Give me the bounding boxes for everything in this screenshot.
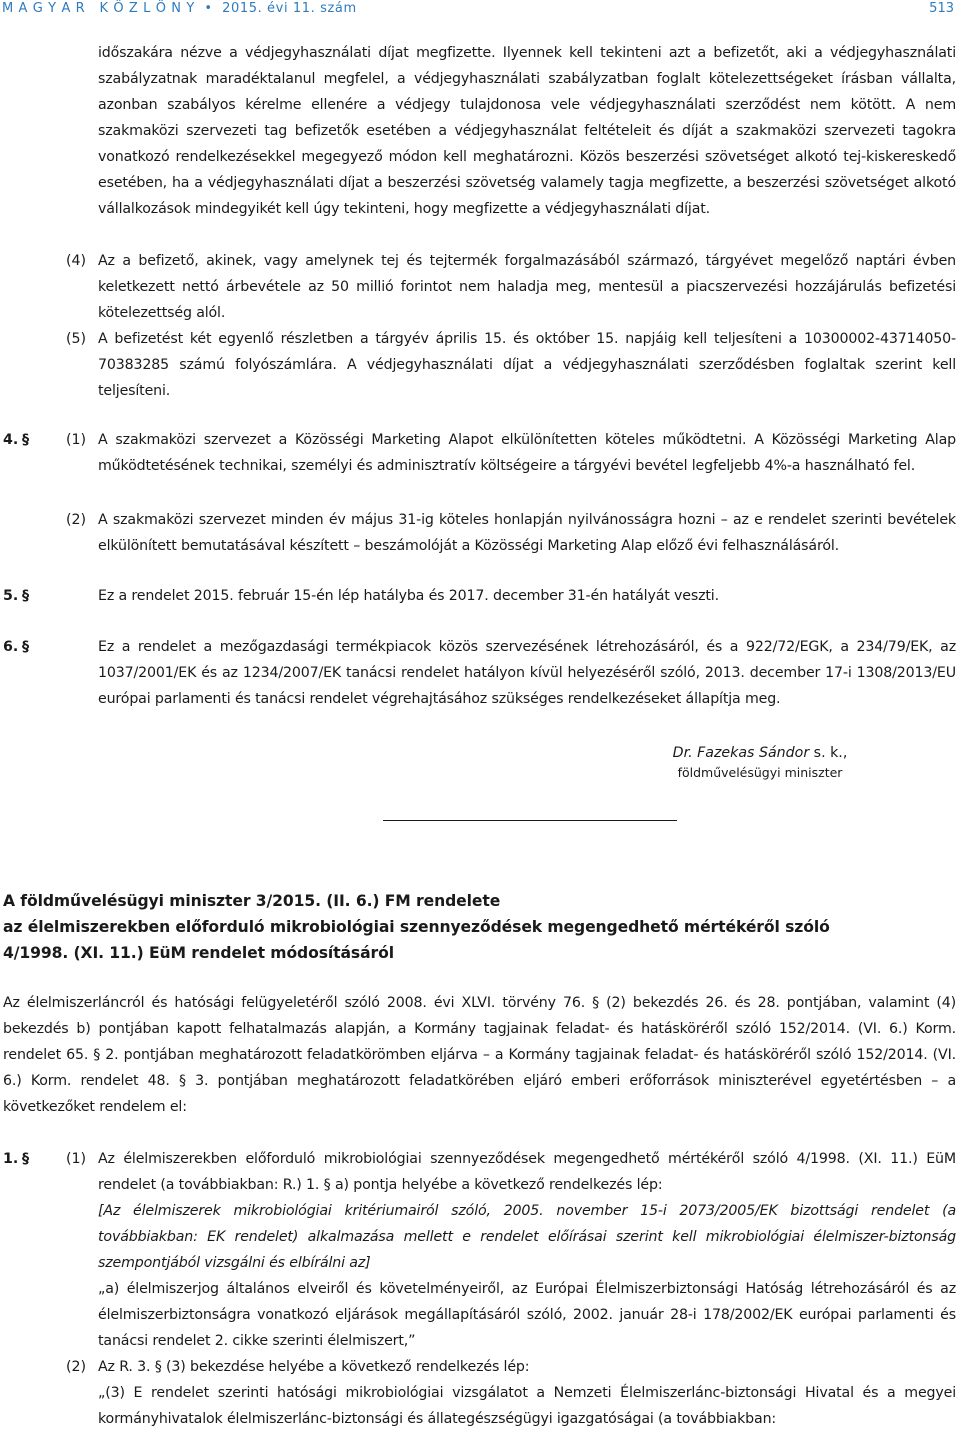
section3-paragraph: időszakára nézve a védjegyhasználati díjat megfizette. Ilyennek kell tekinteni azt a befizetőt, aki a védjegyhasználati szabályzatnak maradéktalanul megfelel, a védjegyhasználati szabályzatban foglalt kötelezettségeket írásban vállalta, azonban szabályos kérelme ellenére a védjegy tulajdonosa vele védjegyhasználati szerződést nem kötött. A nem szakmaközi szervezeti tag befizetők esetében a védjegyhasználat feltételeit és díját a szakmaközi szervezeti tagokra vonatkozó rendelkezésekkel megegyező módon kell meghatározni. Közös beszerzési szövetséget alkotó tej-kiskereskedő esetében, ha a védjegyhasználati díjat a beszerzési szövetség valamely tagja megfizette, a beszerzési szövetséget alkotó vállalkozások mindegyikét kell úgy tekinteni, hogy megfizette a védjegyhasználati díjat. bbox=[98, 45, 956, 217]
section5-sign: § bbox=[22, 588, 30, 604]
decree-preamble-text: Az élelmiszerláncról és hatósági felügyeletéről szóló 2008. évi XLVI. törvény 76. § (2) bekezdés 26. és 28. pontjában, valamint (4) bekezdés b) pontjában kapott felhatalmazás alapján, a Kormány tagjainak feladat- és hatásköréről szóló 152/2014. (VI. 6.) Korm. rendelet 65. § 2. pontjában meghatározott feladatkörömben eljárva – a Kormány tagjainak feladat- és hatásköréről szóló 152/2014. (VI. 6.) Korm. rendelet 48. § 3. pontjában meghatározott feladatkörében eljáró emberi erőforrások miniszterével egyetértésben – a következőket rendelem el: bbox=[3, 995, 956, 1115]
decree-preamble bbox=[3, 990, 956, 1120]
decree-title bbox=[3, 888, 903, 966]
decree-s1-p1-text: Az élelmiszerekben előforduló mikrobiológiai szennyeződések megengedhető mértékéről szóló 4/1998. (XI. 11.) EüM rendelet (a továbbiakban: R.) 1. § a) pontja helyébe a következő rendelkezés lép: bbox=[98, 1151, 956, 1193]
section4-p1 bbox=[98, 427, 956, 479]
decree-title-line3: 4/1998. (XI. 11.) EüM rendelet módosításáról bbox=[3, 944, 394, 962]
section3-p4 bbox=[98, 248, 956, 326]
section3-p4-number: (4) bbox=[66, 253, 87, 269]
decree-s1-p2-text: Az R. 3. § (3) bekezdése helyébe a következő rendelkezés lép: bbox=[98, 1359, 530, 1375]
section3-p5-number: (5) bbox=[66, 331, 87, 347]
section4-p1-number: (1) bbox=[66, 432, 87, 448]
decree-s1-p2-number: (2) bbox=[66, 1359, 87, 1375]
decree-title-line1: A földművelésügyi miniszter 3/2015. (II. 6.) FM rendelete bbox=[3, 892, 501, 910]
section6-text: Ez a rendelet a mezőgazdasági termékpiacok közös szervezésének létrehozásáról, és a 922/72/EGK, a 234/79/EK, az 1037/2001/EK és az 1234/2007/EK tanácsi rendelet hatályon kívül helyezéséről szóló, 2013. december 17-i 1308/2013/EU európai parlamenti és tanácsi rendelet végrehajtásához szükséges rendelkezéseket állapítja meg. bbox=[98, 639, 956, 707]
section5-number: 5. bbox=[3, 588, 19, 604]
signatory-name: Dr. Fazekas Sándor bbox=[672, 745, 810, 761]
section4-sign: § bbox=[22, 432, 30, 448]
signatory-role: földművelésügyi miniszter bbox=[677, 765, 843, 780]
section4-number: 4. bbox=[3, 432, 19, 448]
decree-s1-p2 bbox=[98, 1354, 956, 1432]
decree-s1-p1-quote: [Az élelmiszerek mikrobiológiai kritériumairól szóló, 2005. november 15-i 2073/2005/EK bizottsági rendelet (a továbbiakban: EK rendelet) alkalmazása mellett e rendelet előírásai szerint kell mikrobiológiai élelmiszer-biztonság szempontjából vizsgálni és elbírálni az] bbox=[98, 1203, 956, 1271]
decree-s1-sign: § bbox=[22, 1151, 30, 1167]
section5-text: Ez a rendelet 2015. február 15-én lép hatályba és 2017. december 31-én hatályát veszti. bbox=[98, 588, 719, 604]
decree-title-line2: az élelmiszerekben előforduló mikrobiológiai szennyeződések megengedhető mértékéről szóló bbox=[3, 918, 830, 936]
page-number: 513 bbox=[929, 1, 954, 16]
section4-p1-text: A szakmaközi szervezet a Közösségi Marketing Alapot elkülönítetten köteles működtetni. A Közösségi Marketing Alap működtetésének technikai, személyi és adminisztratív költségeire a tárgyévi bevétel legfeljebb 4%-a használható fel. bbox=[98, 432, 956, 474]
section4-p2-text: A szakmaközi szervezet minden év május 31-ig köteles honlapján nyilvánosságra hozni – az e rendelet szerinti bevételek elkülönített bemutatásával készített – beszámolóját a Közösségi Marketing Alap előző évi felhasználásáról. bbox=[98, 512, 956, 554]
running-title: M A G Y A R K Ö Z L Ö N Y • 2015. évi 11. szám bbox=[2, 1, 357, 16]
page-header bbox=[2, 0, 954, 20]
decree-s1-p2-new: „(3) E rendelet szerinti hatósági mikrobiológiai vizsgálatot a Nemzeti Élelmiszerlánc-biztonsági Hivatal és a megyei kormányhivatalok élelmiszerlánc-biztonsági és állategészségügyi igazgatóságai (a továbbiakban: bbox=[98, 1385, 956, 1427]
section6-sign: § bbox=[22, 639, 30, 655]
section3-p5-text: A befizetést két egyenlő részletben a tárgyév április 15. és október 15. napjáig kell teljesíteni a 10300002-43714050-70383285 számú folyószámlára. A védjegyhasználati díjat a védjegyhasználati szerződésben foglaltak szerint kell teljesíteni. bbox=[98, 331, 956, 399]
section6-text-block bbox=[98, 634, 956, 712]
section3-continuation bbox=[98, 40, 956, 222]
section3-p5 bbox=[98, 326, 956, 404]
decree-s1-number: 1. bbox=[3, 1151, 19, 1167]
decree-s1-p1 bbox=[98, 1146, 956, 1354]
section6-number: 6. bbox=[3, 639, 19, 655]
separator-rule bbox=[383, 820, 677, 821]
signatory-suffix: s. k., bbox=[809, 745, 848, 761]
section4-p2-number: (2) bbox=[66, 512, 87, 528]
decree-s1-p1-number: (1) bbox=[66, 1151, 87, 1167]
signature-name bbox=[640, 742, 880, 764]
decree-s1-p1-new: „a) élelmiszerjog általános elveiről és követelményeiről, az Európai Élelmiszerbiztonsági Hatóság létrehozásáról és az élelmiszerbiztonságra vonatkozó eljárások megállapításáról szóló, 2002. január 28-i 178/2002/EK európai parlamenti és tanácsi rendelet 2. cikke szerinti élelmiszert,” bbox=[98, 1281, 956, 1349]
section4-p2 bbox=[98, 507, 956, 559]
section5-text-block bbox=[98, 583, 956, 609]
section3-p4-text: Az a befizető, akinek, vagy amelynek tej és tejtermék forgalmazásából származó, tárgyévet megelőző naptári évben keletkezett nettó árbevétele az 50 millió forintot nem haladja meg, mentesül a piacszervezési hozzájárulás befizetési kötelezettség alól. bbox=[98, 253, 956, 321]
